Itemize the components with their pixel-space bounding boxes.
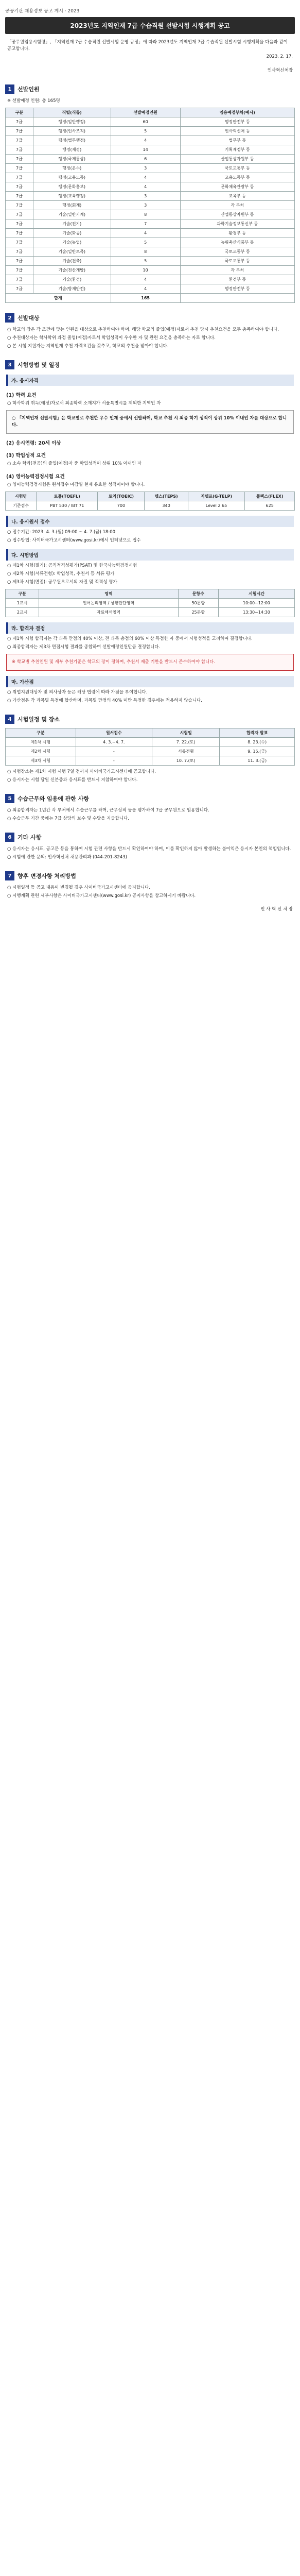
table-cell: 기술(전기) [33,219,111,229]
table-row [6,182,295,192]
table-cell: 4 [111,173,180,182]
table-cell: 5 [111,257,180,266]
section-number: 4 [5,715,14,724]
section-number: 6 [5,833,14,842]
table-header-cell: 영역 [39,589,178,599]
paragraph: ○ 시험에 관한 문의: 인사혁신처 채용관리과 (044-201-8243) [7,855,127,860]
table-row [6,266,295,275]
table-cell: 행정(교육행정) [33,192,111,201]
paragraph: ○ 영어능력검정시험은 원서접수 마감일 현재 유효한 성적이어야 합니다. [7,482,145,487]
table-row [6,127,295,136]
section-header [5,360,295,369]
table-cell: 7급 [6,145,33,155]
table-total-row [6,294,295,303]
table-header-cell: 플렉스(FLEX) [245,492,295,501]
table-header-cell: 구분 [6,728,76,738]
subsection-heading: (1) 학력 요건 [6,393,37,398]
notice-date: 2023. 2. 17. [266,54,293,59]
table-cell: 행정(국제통상) [33,155,111,164]
footer-org: 인 사 혁 신 처 장 [260,907,293,912]
table-cell: 13:30~14:30 [218,608,294,617]
table-cell: 3 [111,201,180,210]
table-row [6,738,295,747]
table-row [6,229,295,238]
table-cell: 행정(회계) [33,201,111,210]
section-number: 2 [5,313,14,323]
subsection-heading: 나. 응시원서 접수 [6,516,294,527]
table-row [6,238,295,247]
table-cell: 행정(재경) [33,145,111,155]
table-cell: - [76,747,152,756]
table-cell: 제3차 시험 [6,756,76,766]
section-title: 시험방법 및 일정 [17,362,60,368]
section-number: 1 [5,84,14,94]
table-cell: 7급 [6,117,33,127]
table-cell: 각 부처 [180,266,295,275]
table-cell: 4. 3.~4. 7. [76,738,152,747]
paragraph: ○ 제1차 시험 합격자는 각 과목 만점의 40% 이상, 전 과목 총점의 60% 이상 득점한 자 중에서 시험성적을 고려하여 결정합니다. [7,636,253,641]
table-cell: 행정(고용노동) [33,173,111,182]
table-cell: 문화체육관광부 등 [180,182,295,192]
subsection-heading: (3) 학업성적 요건 [6,453,46,459]
paragraph: ○ 본 시험 지원자는 지역인재 추천 자격요건을 갖추고, 학교의 추천을 받아야 합니다. [7,344,169,349]
warning-box [6,654,294,671]
table-row [6,201,295,210]
note-box [6,410,294,434]
table-cell: 기술(농업) [33,238,111,247]
table-row [6,164,295,173]
table-cell: 4 [111,182,180,192]
section-header [5,715,295,724]
table-cell: 기술(일반기계) [33,210,111,219]
table-cell: 4 [111,229,180,238]
table-cell: 행정(법무행정) [33,136,111,145]
table-cell: 7급 [6,229,33,238]
paragraph: ○ 제3차 시험(면접): 공무원으로서의 자질 및 적격성 평가 [7,580,117,585]
table-cell: 기술(전산개발) [33,266,111,275]
table-cell: 7급 [6,182,33,192]
paragraph: ○ 제2차 시험(서류전형): 학업성적, 추천서 등 서류 평가 [7,571,115,577]
subsection-heading: 라. 합격자 결정 [6,622,294,634]
table-header-cell: 합격자 발표 [220,728,295,738]
table-cell: 과학기술정보통신부 등 [180,219,295,229]
table-row [6,247,295,257]
section-header [5,794,295,803]
section-header [5,313,295,323]
table-cell: 3 [111,164,180,173]
table-row [6,284,295,294]
table-cell: 기술(환경) [33,275,111,284]
paragraph: ○ 추천대상자는 학사학위 과정 졸업(예정)자로서 학업성적이 우수한 자 및 관련 요건을 충족하는 자로 합니다. [7,335,216,341]
table-cell: 7급 [6,192,33,201]
table-cell: 기획재정부 등 [180,145,295,155]
table-row [6,257,295,266]
table-cell: 7급 [6,173,33,182]
table-cell: 기술(화공) [33,229,111,238]
section-note: ※ 선발예정 인원: 총 165명 [7,98,60,104]
table-cell: 제1차 시험 [6,738,76,747]
table-cell: 165 [111,294,180,303]
paragraph: ○ 수습근무 기간 중에는 7급 상당의 보수 및 수당을 지급합니다. [7,816,129,821]
section-title: 선발인원 [17,86,40,93]
table-row [6,192,295,201]
table-header-cell: 선발예정인원 [111,108,180,117]
table-row [6,747,295,756]
paragraph: ○ 학사학위 취득(예정)자로서 최종학력 소재지가 서울특별시를 제외한 지역인 자 [7,401,161,406]
table-cell: 기준점수 [6,501,37,511]
table-header-cell: 구분 [6,108,33,117]
table-cell: 서류전형 [152,747,220,756]
table-cell: 환경부 등 [180,229,295,238]
table-cell: 9. 15.(금) [220,747,295,756]
notice-document [5,0,295,927]
table-cell: 7급 [6,201,33,210]
paragraph: ○ 응시자는 시험 당일 신분증과 응시표를 반드시 지참하여야 합니다. [7,777,138,783]
table-cell: 7급 [6,247,33,257]
table-cell: 4 [111,275,180,284]
table-cell: 국토교통부 등 [180,247,295,257]
table-cell: 2교시 [6,608,39,617]
table-cell: 기술(일반토목) [33,247,111,257]
paragraph: ○ 접수기간: 2023. 4. 3.(월) 09:00 ~ 4. 7.(금) 18:00 [7,530,116,535]
schedule-table [5,728,295,766]
table-header-cell: 토익(TOEIC) [98,492,145,501]
table-header-cell: 시험명 [6,492,37,501]
table-cell: 7급 [6,266,33,275]
table-cell: 10. 7.(토) [152,756,220,766]
table-cell: 7급 [6,219,33,229]
table-cell: 5 [111,127,180,136]
table-row [6,210,295,219]
subsection-heading: 가. 응시자격 [6,375,294,386]
table-cell: 7 [111,219,180,229]
section-title: 선발대상 [17,315,40,321]
table-cell: 625 [245,501,295,511]
table-cell: 4 [111,284,180,294]
table-cell: 국토교통부 등 [180,164,295,173]
paragraph: ○ 접수방법: 사이버국가고시센터(www.gosi.kr)에서 인터넷으로 접수 [7,538,141,543]
table-row [6,756,295,766]
table-header-cell: 텝스(TEPS) [145,492,188,501]
paragraph: ○ 응시자는 응시표, 공고문 등을 통하여 시험 관련 사항을 반드시 확인하여야 하며, 이를 확인하지 않아 발생하는 불이익은 응시자 본인의 책임입니다. [7,846,291,852]
section-title: 시험일정 및 장소 [17,716,60,723]
table-cell: 7급 [6,127,33,136]
subsection-heading: (2) 응시연령: 20세 이상 [6,440,61,446]
paragraph: ○ 제1차 시험(필기): 공직적격성평가(PSAT) 및 한국사능력검정시험 [7,563,137,568]
table-header-cell: 지텔프(G-TELP) [188,492,245,501]
intro-text: 「공무원임용시험령」, 「지역인재 7급 수습직원 선발시험 운영 규정」에 따라 2023년도 지역인재 7급 수습직원 선발시험 시행계획을 다음과 같이 공고합니다. [7,40,288,52]
section-header [5,84,295,94]
table-cell: 합계 [6,294,111,303]
table-header-cell: 원서접수 [76,728,152,738]
table-cell: 6 [111,155,180,164]
paragraph: ○ 소속 학과(전공)의 졸업(예정)자 중 학업성적이 상위 10% 이내인 자 [7,461,142,466]
table-cell: 법무부 등 [180,136,295,145]
notice-issuer: 인사혁신처장 [267,68,293,73]
table-row [6,136,295,145]
paragraph: ○ 최종합격자는 1년간 각 부처에서 수습근무를 하며, 근무성적 등을 평가하여 7급 공무원으로 임용합니다. [7,808,209,813]
note-text: ○ 「지역인재 선발시험」은 학교별로 추천한 우수 인재 중에서 선발하며, 학교 추천 시 최종 학기 성적이 상위 10% 이내인 자를 대상으로 합니다. [12,416,287,428]
table-cell: 25문항 [178,608,218,617]
section-header [5,833,295,842]
table-row [6,173,295,182]
table-cell: 행정안전부 등 [180,284,295,294]
table-row [6,155,295,164]
table-cell: - [76,756,152,766]
table-row [6,117,295,127]
table-cell: 행정안전부 등 [180,117,295,127]
paragraph: ○ 취업지원대상자 및 의사상자 등은 해당 법령에 따라 가점을 부여합니다. [7,690,148,695]
table-cell: 10:00~12:00 [218,599,294,608]
table-cell: 국토교통부 등 [180,257,295,266]
paragraph: ○ 시행계획 관련 세부사항은 사이버국가고시센터(www.gosi.kr) 공지사항을 참고하시기 바랍니다. [7,893,196,899]
table-cell: 기술(건축) [33,257,111,266]
table-cell: 행정(일반행정) [33,117,111,127]
table-cell: 3 [111,192,180,201]
section-title: 수습근무와 임용에 관한 사항 [17,795,89,802]
table-cell: 8. 23.(수) [220,738,295,747]
table-cell: 340 [145,501,188,511]
subsection-heading: 다. 시험방법 [6,549,294,561]
section-title: 기타 사항 [17,834,42,841]
table-cell: 행정(운수) [33,164,111,173]
table-row [6,599,295,608]
table-row [6,219,295,229]
table-cell: 10 [111,266,180,275]
table-cell: 700 [98,501,145,511]
table-cell: 8 [111,210,180,219]
table-cell: 기술(방재안전) [33,284,111,294]
table-cell: 고용노동부 등 [180,173,295,182]
table-cell: Level 2 65 [188,501,245,511]
table-cell: 1교시 [6,599,39,608]
subsection-heading: 마. 가산점 [6,676,294,687]
section-number: 3 [5,360,14,369]
table-row [6,145,295,155]
paragraph: ○ 시험장소는 제1차 시험 시행 7일 전까지 사이버국가고시센터에 공고합니다. [7,769,156,774]
section-header [5,871,295,880]
section-number: 5 [5,794,14,803]
table-cell: 제2차 시험 [6,747,76,756]
subsection-heading: (4) 영어능력검정시험 요건 [6,474,65,480]
table-cell: 언어논리영역 / 상황판단영역 [39,599,178,608]
table-header-cell: 임용예정부처(예시) [180,108,295,117]
table-cell: PBT 530 / IBT 71 [37,501,98,511]
paragraph: ○ 최종합격자는 제3차 면접시험 결과를 종합하여 선발예정인원만큼 결정합니다. [7,645,161,650]
paragraph: ○ 가산점은 각 과목별 득점에 합산하며, 과목별 만점의 40% 미만 득점한 경우에는 적용하지 않습니다. [7,698,202,703]
table-header-cell: 토플(TOEFL) [37,492,98,501]
table-cell: 7급 [6,275,33,284]
warning-text: ※ 학교별 추천인원 및 세부 추천기준은 학교의 장이 정하며, 추천서 제출 기한을 반드시 준수하여야 합니다. [12,659,216,665]
table-cell: 환경부 등 [180,275,295,284]
quota-table [5,108,295,303]
psat-table [5,589,295,617]
table-cell: 교육부 등 [180,192,295,201]
paragraph: ○ 시험일정 등 공고 내용이 변경될 경우 사이버국가고시센터에 공지합니다. [7,885,151,890]
table-cell: 각 부처 [180,201,295,210]
table-cell: 4 [111,136,180,145]
table-cell: 7급 [6,210,33,219]
table-cell: 7급 [6,238,33,247]
table-cell: 50문항 [178,599,218,608]
table-cell: 인사혁신처 등 [180,127,295,136]
table-cell: 60 [111,117,180,127]
table-header-cell: 구분 [6,589,39,599]
table-cell: 14 [111,145,180,155]
table-cell: 산업통상자원부 등 [180,210,295,219]
table-cell: 7급 [6,284,33,294]
table-cell: 7급 [6,257,33,266]
table-row [6,275,295,284]
paragraph: ○ 학교의 장은 각 조건에 맞는 인원을 대상으로 추천하여야 하며, 해당 학교의 졸업(예정)자로서 추천 당시 추천요건을 모두 충족하여야 합니다. [7,327,279,332]
table-cell: 5 [111,238,180,247]
table-cell: 산업통상자원부 등 [180,155,295,164]
top-note: 공공기관 채용정보 공고 게시 · 2023 [5,9,80,14]
table-header-cell: 시험일 [152,728,220,738]
table-cell: 7급 [6,155,33,164]
table-row [6,608,295,617]
table-header-cell: 직렬(직류) [33,108,111,117]
section-title: 향후 변경사항 처리방법 [17,873,76,879]
table-header-cell: 시험시간 [218,589,294,599]
table-cell: 자료해석영역 [39,608,178,617]
english-score-table [5,492,295,511]
table-header-cell: 문항수 [178,589,218,599]
page-title: 2023년도 지역인재 7급 수습직원 선발시험 시행계획 공고 [5,17,295,34]
table-cell: 행정(인사조직) [33,127,111,136]
table-cell: 11. 3.(금) [220,756,295,766]
table-cell: 8 [111,247,180,257]
table-cell: 행정(문화홍보) [33,182,111,192]
table-cell: 7급 [6,136,33,145]
table-cell: 7. 22.(토) [152,738,220,747]
table-cell: 농림축산식품부 등 [180,238,295,247]
table-cell: 7급 [6,164,33,173]
table-cell [180,294,295,303]
section-number: 7 [5,871,14,880]
